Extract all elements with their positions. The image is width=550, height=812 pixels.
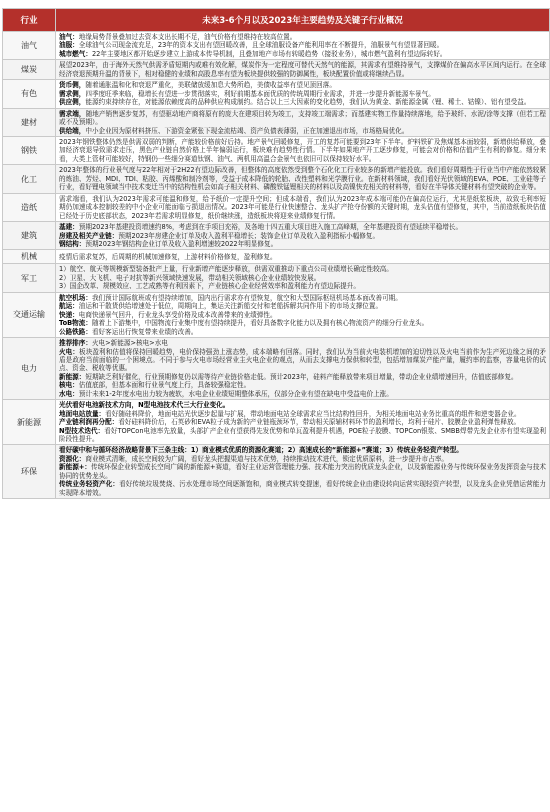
- table-header-row: [3, 9, 550, 32]
- paragraph-text: 中小企业因为原材料挤压、下游资金紧张下现金流枯竭、资产负债表薄弱，正在加速退出市场，市场格局优化。: [85, 126, 409, 135]
- outlook-paragraph: [59, 446, 546, 454]
- outlook-text-cell: [56, 193, 550, 221]
- paragraph-label: 货币侧，: [59, 81, 86, 90]
- industry-name-cell: 钢铁: [3, 136, 56, 164]
- outlook-paragraph: [59, 339, 546, 347]
- industry-outlook-table: [2, 8, 550, 499]
- paragraph-label: 航运：: [59, 302, 79, 311]
- industry-name-cell: 油气: [3, 32, 56, 60]
- outlook-paragraph: [59, 319, 546, 327]
- outlook-paragraph: [59, 294, 546, 302]
- outlook-paragraph: [59, 138, 546, 163]
- paragraph-text: 油运和干散货供给增速处于低位，周期向上，集运关注新船交付和老船拆解共同作用下的市场支撑位置。: [78, 302, 383, 311]
- outlook-paragraph: [59, 127, 546, 135]
- paragraph-text: 22年主要地区都开始逐步建立上游成本传导机制，且叠加地产市场有转暖趋势（接驳业务），城市燃气盈利有望边际转好。: [91, 49, 447, 58]
- paragraph-text: 随着通胀温和化和衰退严重化，美联储放缓加息大势所趋，美债收益率有望见顶回落。: [85, 81, 336, 90]
- paragraph-text: 随地产销售逐步复苏，有望驱动地产商将原有的庞大在建项目转为竣工，支持竣工端需求；而基建实物工作量持续落地，给予玻纤、水泥/涂等支撑（但若工程或不及预期）。: [59, 109, 547, 127]
- paragraph-label: 火电：: [59, 347, 80, 356]
- industry-name-cell: 建材: [3, 108, 56, 136]
- outlook-paragraph: [59, 401, 546, 409]
- paragraph-text: 短期缺乏利好催化，行业预期修复仍以需等待产业链价格走低。预计2023年，硅料产能释放带来项目增量，带动企业业绩增速回升，估值底部修复。: [85, 372, 518, 381]
- paragraph-text: 预期2023年基建投资增速约8%，考虑到在手项目充裕，及各地十四五重大项目进入施工高峰期，全年基建投资有望延续平稳增长。: [78, 223, 463, 232]
- outlook-paragraph: [59, 418, 546, 426]
- industry-name-cell: 军工: [3, 264, 56, 292]
- paragraph-text: 展望2023年，由于海外天然气供需矛盾短期内或难有效化解，煤炭作为一定程度可替代天然气的能源，其需求有望维持景气，支撑煤价在偏高水平区间内运行。在全球经济衰退预期升温的背景下，相对稳健的业绩和高股息率有望为板块提供较强的防御属性，板块配置价值或将继续凸显。: [59, 61, 546, 78]
- outlook-paragraph: [59, 90, 546, 98]
- paragraph-text: 2023年钢铁整体仍然是供需双弱的判断，产能较价格前好后持。地产景气回暖修复，开工的复苏可能要到23年下半年。炉料铁矿及焦煤基本面较弱，新增供给释放，叠加经济衰退导致需求走压，黑色产业链自然价格上半年偏弱运行，板块难有趋势性行情。下半年如果地产开工逐步修复，可能会对价格和估值产生有利的修复。细分来看，大类上管材可能较好，特钢仍一些细分赛道钛钢、油气、两机用高温合金景气也依旧可以保持较好水平。: [59, 137, 546, 163]
- outlook-text-cell: [56, 108, 550, 136]
- industry-name-cell: 电力: [3, 338, 56, 400]
- paragraph-text: 火电>新能源>核电>水电: [91, 339, 168, 348]
- outlook-paragraph: [59, 311, 546, 319]
- table-row: [3, 32, 550, 60]
- table-row: [3, 80, 550, 108]
- paragraph-label: 水电：: [59, 389, 79, 398]
- outlook-paragraph: [59, 195, 546, 220]
- industry-name-cell: 环保: [3, 445, 56, 499]
- table-row: [3, 250, 550, 264]
- outlook-text-cell: [56, 136, 550, 164]
- paragraph-text: 能源约束持续存在，对能源依赖度高的品种供应构成制约。结合以上三大因素的变化趋势，我们认为黄金、新能源金属（锂、稀土、钴镍）、铝有望受益。: [85, 98, 531, 107]
- paragraph-label: 推荐排序：: [59, 339, 92, 348]
- outlook-paragraph: [59, 50, 546, 58]
- table-row: [3, 222, 550, 250]
- industry-name-cell: 化工: [3, 165, 56, 193]
- paragraph-label: 需求侧，: [59, 89, 86, 98]
- paragraph-text: 四季度旺季来临，稳增长有望进一步贯彻落实，利好前期基本面优质的传统周期行业需求，并进一步提升新能源车景气。: [85, 89, 435, 98]
- outlook-text-cell: [56, 338, 550, 400]
- table-row: [3, 338, 550, 400]
- outlook-paragraph: [59, 463, 546, 480]
- outlook-paragraph: [59, 348, 546, 373]
- paragraph-text: 板块盈利和估值将保持回暖趋势，电价保持强劲上涨态势，成本端略有回落。同时，我们认为当前火电装机增加的迫切性以及火电当前作为生产死边缘之间的矛盾是政府当前面临的一个困境点。不同于参与火电市场经营业主火电企业的观点，从而去支撑电力保供和转型，包括增加煤炭产能产量，履约率的监察，容量电价的试点、资金、税收等优惠。: [59, 347, 547, 373]
- table-row: [3, 264, 550, 292]
- paragraph-text: 看好TOPCon电池率先放量，头部扩产企业有望获得先发优势和单瓦盈利提升机遇，POE粒子胶膜、TOPCon银浆、SMBB焊带先发企业亦有望实现盈利阶段性提升。: [59, 426, 546, 444]
- paragraph-label: 看好碳中和与循环经济战略背景下三条主线：1）商业模式优质的资源化赛道；2）高速成长的“新能源+”赛道；3）传统业务轻资产转型。: [59, 446, 463, 455]
- table-row: [3, 445, 550, 499]
- table-row: [3, 400, 550, 445]
- industry-name-cell: 建筑: [3, 222, 56, 250]
- paragraph-label: 航空机场：: [59, 293, 92, 302]
- paragraph-text: 全球油气公司现金流充足，23年的资本支出有望回暖改善，且全球油服设备产能利用率在不断提升，油服景气有望显著回暖。: [78, 41, 444, 50]
- paragraph-text: 传统环保企业转型成长空间广阔的新能源+赛道，看好主业运营管理能力强、技术能力突出的优质龙头企业，以及新能源业务与传统环保业务发挥资金与技术协同的优势龙头。: [59, 463, 546, 480]
- outlook-paragraph: [59, 61, 546, 78]
- header-industry: 行业: [3, 9, 56, 32]
- paragraph-text: 预计未来1-2年度水电出力较为疲软，水电企业业绩短期整体承压，仅部分企业有望在缺电中受益电价上涨。: [78, 389, 393, 398]
- outlook-text-cell: [56, 165, 550, 193]
- outlook-paragraph: [59, 223, 546, 231]
- paragraph-text: 2023年整体的行业景气度与22年相对于2H22有望边际改善，但整体的高度依然受到整个石化化工行业较多的新增产能投放。我们看好周期性于行业当中产能依然较紧的炼油、芳烃、MDI、TDI、粘胶、丙烯酸和制冷剂等，受益于成本降低的轮胎、改性塑料和光学膜行业。在新材料领域，我们看好光伏领域的EVA、POE、工业硅等子行业，看好锂电领域当中技术变迁当中的结构性机会如高子相关材料、磷酸铁锰锂相关的材料以及高镍快充相关的材料等，看好在半导体关键材料有望突破的企业等。: [59, 166, 546, 192]
- outlook-text-cell: [56, 264, 550, 292]
- outlook-paragraph: [59, 265, 546, 273]
- outlook-paragraph: [59, 253, 546, 261]
- outlook-text-cell: [56, 80, 550, 108]
- industry-name-cell: 新能源: [3, 400, 56, 445]
- paragraph-text: 随着上下游集中，中国物流行业集中度有望持续提升，看好具备数字化能力以及拥有核心物流资产的细分行业龙头。: [91, 319, 429, 328]
- outlook-paragraph: [59, 390, 546, 398]
- paragraph-label: 城市燃气：: [59, 49, 92, 58]
- paragraph-label: 资源化：: [59, 454, 86, 463]
- outlook-paragraph: [59, 328, 546, 336]
- outlook-paragraph: [59, 166, 546, 191]
- paragraph-label: 新能源+：: [59, 463, 91, 472]
- outlook-text-cell: [56, 400, 550, 445]
- table-body: [3, 32, 550, 499]
- outlook-paragraph: [59, 427, 546, 444]
- outlook-paragraph: [59, 302, 546, 310]
- paragraph-text: 地缘局势背景叠加过去资本支出长期不足，油气价格有望维持在较高位置。: [78, 33, 297, 41]
- paragraph-text: 看好硅料降价后，石英砂和EVA粒子成为新的产业链瓶颈环节，带动相关原辅材料环节的盈利增长，均利于硅片、胶膜企业盈利弹性释放。: [118, 418, 521, 427]
- paragraph-text: 商业模式清晰，成长空间较为广阔，看好龙头把握渠道与技术优势，持续推动技术进代，锁定优质原料，进一步提升市占率。: [85, 454, 449, 463]
- outlook-text-cell: [56, 292, 550, 337]
- industry-name-cell: 造纸: [3, 193, 56, 221]
- paragraph-text: 估值底部，但基本面和行业景气度上行，具备较强稳定性。: [78, 381, 251, 390]
- outlook-paragraph: [59, 480, 546, 497]
- outlook-paragraph: [59, 282, 546, 290]
- outlook-text-cell: [56, 250, 550, 264]
- table-row: [3, 193, 550, 221]
- paragraph-text: 我们预计国际航班或有望持续增加，国内出行需求亦有望恢复，航空和大型国际枢纽机场基本面改善可期。: [91, 293, 402, 302]
- paragraph-label: 核电：: [59, 381, 79, 390]
- table-row: [3, 292, 550, 337]
- table-row: [3, 165, 550, 193]
- outlook-paragraph: [59, 41, 546, 49]
- paragraph-label: 快递：: [59, 310, 79, 319]
- paragraph-text: 2）卫星、大飞机、电子对抗等新兴领域快速发展，带动相关领域核心企业业绩较快发展。: [59, 273, 321, 282]
- paragraph-text: 看好随硅料降价，地面电站光伏逐步起量与扩展，带动地面电站全球需求应当比结构性回升，为相关地面电站业务比重高的组件和逆变器企业。: [105, 409, 521, 418]
- paragraph-label: 房建及相关产业链：: [59, 231, 119, 240]
- paragraph-text: 3）国企改革、规模效应、工艺成熟等有利因素下，产业链核心企业经营效率和盈利能力有望边际提升。: [59, 282, 360, 291]
- outlook-text-cell: [56, 222, 550, 250]
- table-row: [3, 136, 550, 164]
- outlook-paragraph: [59, 98, 546, 106]
- paragraph-label: 公路铁路：: [59, 327, 92, 336]
- paragraph-label: 钢结构：: [59, 239, 86, 248]
- outlook-paragraph: [59, 110, 546, 127]
- paragraph-label: ToB物流：: [59, 319, 92, 328]
- paragraph-label: 传统业务轻资产化：: [59, 480, 120, 489]
- paragraph-label: 基建：: [59, 223, 79, 232]
- paragraph-label: 供给端，: [59, 126, 86, 135]
- paragraph-label: 供应侧，: [59, 98, 86, 107]
- paragraph-label: 光伏看好电池新技术方向，N型电池技术代三大行业变化。: [59, 401, 230, 410]
- outlook-paragraph: [59, 410, 546, 418]
- paragraph-text: 预期2023年房建企业订单及收入盈利平稳增长；装饰企业订单及收入盈利指标小幅修复。: [118, 231, 380, 240]
- paragraph-text: 看好传统垃圾焚烧、污水处理市场空间逐渐饱和，商业模式转变提速，看好传统企业由建设转向运营实现轻资产转型，以及龙头企业凭借运营能力实现降本增效。: [59, 480, 547, 497]
- industry-name-cell: 有色: [3, 80, 56, 108]
- industry-name-cell: 机械: [3, 250, 56, 264]
- paragraph-label: 油服：: [59, 41, 79, 50]
- paragraph-text: 看好客运出行恢复带来业绩的改善。: [91, 327, 198, 336]
- paragraph-text: 1）航空、航天等规模新型装备批产上量，行业新增产能逐步释放，供需双重推动下重点公司业绩增长确定性较高。: [59, 265, 393, 274]
- paragraph-label: 需求端，: [59, 109, 86, 118]
- table-row: [3, 60, 550, 80]
- paragraph-text: 预期2023年钢结构企业订单及收入盈利增速较2022年明显修复。: [85, 239, 278, 248]
- outlook-text-cell: [56, 445, 550, 499]
- outlook-paragraph: [59, 232, 546, 240]
- outlook-paragraph: [59, 381, 546, 389]
- paragraph-label: 新能源：: [59, 372, 86, 381]
- paragraph-text: 电商快递景气回升，行业龙头享受价格及成本改善带来的业绩弹性。: [78, 310, 277, 319]
- industry-name-cell: 煤炭: [3, 60, 56, 80]
- industry-name-cell: 交通运输: [3, 292, 56, 337]
- paragraph-text: 疫情后需求复苏，后周期的机械加速修复，上游材料价格修复，盈利修复。: [59, 252, 277, 261]
- table-row: [3, 108, 550, 136]
- paragraph-label: 地面电站放量：: [59, 409, 106, 418]
- paragraph-label: 产业链利润再分配：: [59, 418, 119, 427]
- outlook-text-cell: [56, 32, 550, 60]
- paragraph-label: N型技术迭代：: [59, 426, 105, 435]
- paragraph-text: 需求端看，我们认为2023年需求可能温和修复，给予纸价一定提升空间；但成本端看，我们认为2023年成本端可能仍在偏高位运行，尤其是纸浆板块，故致毛利率短期仍加速成本控制较差的中小企业可能面临亏损退出情况。2023年可能是行业快速整合、龙头扩产抢夺份额的关键时期，龙头估值有望修复，其中，当前造纸板块估值已经处于历史底部状态，2023年若需求明显修复，纸价继续涨，造纸板块将迎来业绩修复行情。: [59, 194, 546, 220]
- outlook-paragraph: [59, 81, 546, 89]
- outlook-paragraph: [59, 240, 546, 248]
- outlook-text-cell: [56, 60, 550, 80]
- industry-outlook-table-container: [2, 8, 549, 499]
- paragraph-label: 油气：: [59, 33, 79, 41]
- header-outlook: 未来3-6个月以及2023年主要趋势及关键子行业概况: [56, 9, 550, 32]
